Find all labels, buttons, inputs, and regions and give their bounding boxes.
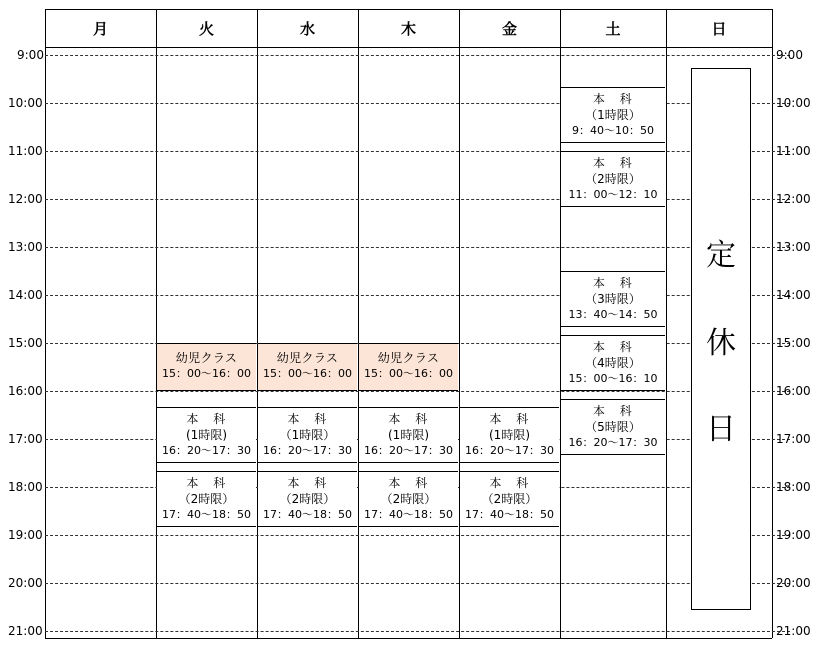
time-label-left: 19:00 <box>8 528 43 542</box>
time-label-right: 19:00 <box>776 528 811 542</box>
class-time: 15：00～16：00 <box>364 367 453 380</box>
class-wed-period1[interactable] <box>258 407 357 463</box>
hour-line <box>45 295 790 296</box>
class-period: (1時限) <box>388 428 429 442</box>
time-label-right: 11:00 <box>776 144 811 158</box>
class-period: (1時限) <box>186 428 227 442</box>
class-thu-period1[interactable] <box>359 407 458 463</box>
class-time: 9：40～10：50 <box>572 124 654 137</box>
class-period: （2時限） <box>585 172 641 186</box>
header-bottom <box>45 47 772 48</box>
class-title: 本 科 <box>287 412 328 426</box>
class-title: 本 科 <box>592 156 634 170</box>
class-title: 本 科 <box>287 476 328 490</box>
class-thu-period2[interactable] <box>359 471 458 527</box>
class-period: （2時限） <box>279 492 336 506</box>
class-title: 本 科 <box>592 340 634 354</box>
class-time: 17：40～18：50 <box>162 508 251 521</box>
time-label-left: 9:00 <box>17 48 44 62</box>
class-period: （2時限） <box>178 492 235 506</box>
class-sat-period3[interactable] <box>561 271 665 327</box>
class-period: （1時限） <box>279 428 336 442</box>
class-title: 本 科 <box>592 404 634 418</box>
closed-char: 定 <box>706 238 736 273</box>
class-fri-period1[interactable] <box>460 407 559 463</box>
class-title: 本 科 <box>592 92 634 106</box>
day-header-mon: 月 <box>92 19 108 38</box>
sunday-closed-box <box>691 68 751 610</box>
hour-line <box>45 535 790 536</box>
hour-line <box>45 631 790 632</box>
day-header-tue: 火 <box>198 19 214 38</box>
class-time: 17：40～18：50 <box>364 508 453 521</box>
class-time: 13：40～14：50 <box>568 308 658 321</box>
class-title: 本 科 <box>388 476 429 490</box>
kid-class-tue[interactable] <box>157 343 256 391</box>
class-time: 16：20～17：30 <box>568 436 658 449</box>
time-label-left: 17:00 <box>8 432 43 446</box>
time-label-right: 14:00 <box>776 288 811 302</box>
class-wed-period2[interactable] <box>258 471 357 527</box>
hour-line <box>45 199 790 200</box>
time-label-left: 21:00 <box>8 624 43 638</box>
class-title: 本 科 <box>489 476 530 490</box>
class-time: 17：40～18：50 <box>263 508 352 521</box>
time-label-left: 14:00 <box>8 288 43 302</box>
time-label-right: 10:00 <box>776 96 811 110</box>
class-time: 16：20～17：30 <box>465 444 554 457</box>
class-title: 本 科 <box>388 412 429 426</box>
time-label-left: 18:00 <box>8 480 43 494</box>
class-title: 幼児クラス <box>377 351 440 365</box>
class-title: 本 科 <box>186 476 227 490</box>
time-label-left: 16:00 <box>8 384 43 398</box>
day-header-sun: 日 <box>711 19 727 38</box>
class-time: 15：00～16：00 <box>162 367 251 380</box>
time-label-right: 20:00 <box>776 576 811 590</box>
time-label-right: 18:00 <box>776 480 811 494</box>
closed-char: 日 <box>706 412 736 447</box>
class-time: 16：20～17：30 <box>263 444 352 457</box>
day-header-thu: 木 <box>400 19 416 38</box>
time-label-left: 10:00 <box>8 96 43 110</box>
time-label-right: 17:00 <box>776 432 811 446</box>
class-title: 本 科 <box>489 412 530 426</box>
class-period: (1時限) <box>489 428 530 442</box>
class-sat-period4[interactable] <box>561 335 665 391</box>
hour-line <box>45 583 790 584</box>
time-label-right: 16:00 <box>776 384 811 398</box>
class-fri-period2[interactable] <box>460 471 559 527</box>
class-time: 15：00～16：00 <box>263 367 352 380</box>
time-label-right: 9:00 <box>776 48 803 62</box>
class-title: 幼児クラス <box>276 351 339 365</box>
time-label-right: 21:00 <box>776 624 811 638</box>
hour-line <box>45 247 790 248</box>
class-title: 幼児クラス <box>175 351 238 365</box>
class-time: 16：20～17：30 <box>162 444 251 457</box>
class-period: （2時限） <box>380 492 437 506</box>
hour-line <box>45 151 790 152</box>
class-period: （4時限） <box>585 356 641 370</box>
class-time: 16：20～17：30 <box>364 444 453 457</box>
time-label-left: 15:00 <box>8 336 43 350</box>
class-period: （5時限） <box>585 420 641 434</box>
day-header-fri: 金 <box>501 19 517 38</box>
closed-char: 休 <box>706 326 736 361</box>
class-time: 11：00～12：10 <box>568 188 658 201</box>
time-label-right: 15:00 <box>776 336 811 350</box>
day-header-wed: 水 <box>299 19 315 38</box>
time-label-left: 20:00 <box>8 576 43 590</box>
class-tue-period2[interactable] <box>157 471 256 527</box>
class-title: 本 科 <box>186 412 227 426</box>
hour-line <box>45 55 790 56</box>
kid-class-thu[interactable] <box>359 343 458 391</box>
day-header-sat: 土 <box>605 19 621 38</box>
time-label-right: 13:00 <box>776 240 811 254</box>
hour-line <box>45 103 790 104</box>
time-label-left: 11:00 <box>8 144 43 158</box>
time-label-left: 13:00 <box>8 240 43 254</box>
class-sat-period5[interactable] <box>561 399 665 455</box>
time-label-right: 12:00 <box>776 192 811 206</box>
class-time: 15：00～16：10 <box>568 372 658 385</box>
hour-line <box>45 391 790 392</box>
class-sat-period2[interactable] <box>561 151 665 207</box>
class-period: （3時限） <box>585 292 641 306</box>
kid-class-wed[interactable] <box>258 343 357 391</box>
class-time: 17：40～18：50 <box>465 508 554 521</box>
time-label-left: 12:00 <box>8 192 43 206</box>
class-period: （1時限） <box>585 108 641 122</box>
class-period: （2時限） <box>481 492 538 506</box>
class-tue-period1[interactable] <box>157 407 256 463</box>
class-title: 本 科 <box>592 276 634 290</box>
frame-bottom <box>45 638 772 639</box>
class-sat-period1[interactable] <box>561 87 665 143</box>
